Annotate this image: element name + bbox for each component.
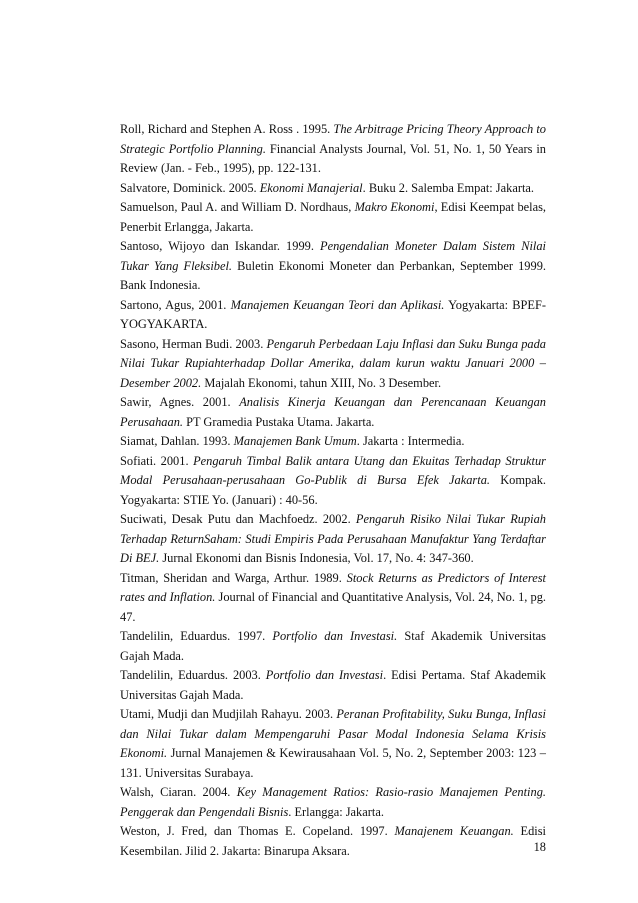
reference-entry <box>120 393 546 432</box>
reference-authors-year: Siamat, Dahlan. 1993. <box>120 434 234 448</box>
reference-publication: . Erlangga: Jakarta. <box>288 804 384 819</box>
reference-title: Pengaruh Risiko Nilai Tukar Rupiah Terhadap ReturnSaham: Studi Empiris Pada Perusahaan Manufaktur Yang Terdaftar Di BEJ. <box>120 512 546 565</box>
reference-title: Key Management Ratios: Rasio-rasio Manajemen Penting. Penggerak dan Pengendali Bisnis <box>120 785 546 819</box>
reference-entry <box>120 822 546 861</box>
reference-title: Portfolio dan Investasi. <box>272 629 398 643</box>
reference-title: Pengaruh Perbedaan Laju Inflasi dan Suku Bunga pada Nilai Tukar Rupiahterhadap Dollar Amerika, dalam kurun waktu Januari 2000 – Desember 2002. <box>120 336 546 390</box>
reference-title: Peranan Profitability, Suku Bunga, Inflasi dan Nilai Tukar dalam Mempengaruhi Pasar Modal Indonesia Selama Krisis Ekonomi. <box>120 707 546 760</box>
reference-title: The Arbitrage Pricing Theory Approach to Strategic Portfolio Planning. <box>120 122 546 156</box>
reference-authors-year: Titman, Sheridan and Warga, Arthur. 1989. <box>120 570 347 585</box>
reference-title: Pengaruh Timbal Balik antara Utang dan Ekuitas Terhadap Struktur Modal Perusahaan-perusahaan Go-Publik di Bursa Efek Jakarta. <box>120 453 546 487</box>
reference-authors-year: Roll, Richard and Stephen A. Ross . 1995. <box>120 122 334 136</box>
reference-publication: Financial Analysts Journal, Vol. 51, No. 1, 50 Years in Review (Jan. - Feb., 1995), pp. 122-131. <box>120 141 546 175</box>
reference-publication: Buletin Ekonomi Moneter dan Perbankan, September 1999. Bank Indonesia. <box>120 258 546 292</box>
reference-publication: Yogyakarta: BPEF-YOGYAKARTA. <box>120 297 546 331</box>
reference-publication: Jurnal Ekonomi dan Bisnis Indonesia, Vol. 17, No. 4: 347-360. <box>159 551 474 565</box>
reference-entry <box>120 783 546 822</box>
page-number: 18 <box>533 840 546 854</box>
reference-entry <box>120 237 546 296</box>
reference-authors-year: Weston, J. Fred, dan Thomas E. Copeland. 1997. <box>120 824 395 838</box>
reference-authors-year: Santoso, Wijoyo dan Iskandar. 1999. <box>120 239 321 253</box>
reference-publication: Staf Akademik Universitas Gajah Mada. <box>120 629 546 663</box>
reference-publication: PT Gramedia Pustaka Utama. Jakarta. <box>182 414 375 429</box>
reference-entry <box>120 510 546 569</box>
reference-entry <box>120 666 546 705</box>
reference-entry <box>120 705 546 783</box>
reference-title: Manajemen Keuangan Teori dan Aplikasi. <box>230 297 445 312</box>
reference-title: Manajenem Keuangan. <box>394 824 514 838</box>
reference-title: Pengendalian Moneter Dalam Sistem Nilai Tukar Yang Fleksibel. <box>120 239 546 273</box>
reference-authors-year: Sofiati. 2001. <box>120 453 194 468</box>
reference-authors-year: Sartono, Agus, 2001. <box>120 297 231 312</box>
reference-publication: Jurnal Manajemen & Kewirausahaan Vol. 5, No. 2, September 2003: 123 – 131. Universitas Surabaya. <box>120 746 546 780</box>
reference-title: Manajemen Bank Umum <box>233 434 357 448</box>
reference-title: Analisis Kinerja Keuangan dan Perencanaan Keuangan Perusahaan. <box>120 395 546 429</box>
reference-publication: Majalah Ekonomi, tahun XIII, No. 3 Desember. <box>201 375 442 390</box>
reference-publication: . Jakarta : Intermedia. <box>356 434 465 448</box>
reference-title: Stock Returns as Predictors of Interest rates and Inflation. <box>120 570 546 604</box>
reference-entry <box>120 432 546 452</box>
reference-authors-year: Tandelilin, Eduardus. 1997. <box>120 629 273 643</box>
reference-authors-year: Walsh, Ciaran. 2004. <box>120 785 237 799</box>
reference-entry <box>120 179 546 199</box>
reference-entry <box>120 569 546 628</box>
reference-entry <box>120 120 546 179</box>
reference-authors-year: Suciwati, Desak Putu dan Machfoedz. 2002. <box>120 512 356 526</box>
reference-authors-year: Sasono, Herman Budi. 2003. <box>120 336 267 351</box>
reference-publication: Kompak. Yogyakarta: STIE Yo. (Januari) : 40-56. <box>120 473 546 507</box>
reference-title: Ekonomi Manajerial <box>259 180 363 195</box>
reference-authors-year: Utami, Mudji dan Mudjilah Rahayu. 2003. <box>120 707 337 721</box>
reference-publication: . Buku 2. Salemba Empat: Jakarta. <box>362 180 534 195</box>
reference-publication: , Edisi Keempat belas, Penerbit Erlangga, Jakarta. <box>120 200 546 234</box>
reference-publication: Edisi Kesembilan. Jilid 2. Jakarta: Binarupa Aksara. <box>120 824 546 858</box>
reference-entry <box>120 452 546 511</box>
reference-title: Portfolio dan Investasi <box>265 668 384 682</box>
reference-entry <box>120 198 546 237</box>
reference-publication: Journal of Financial and Quantitative Analysis, Vol. 24, No. 1, pg. 47. <box>120 590 546 624</box>
reference-title: Makro Ekonomi <box>354 200 435 214</box>
reference-authors-year: Salvatore, Dominick. 2005. <box>120 180 260 195</box>
reference-list <box>120 120 546 861</box>
reference-authors-year: Tandelilin, Eduardus. 2003. <box>120 668 266 682</box>
reference-entry <box>120 296 546 335</box>
reference-entry <box>120 627 546 666</box>
reference-authors-year: Sawir, Agnes. 2001. <box>120 395 240 409</box>
reference-entry <box>120 335 546 394</box>
reference-authors-year: Samuelson, Paul A. and William D. Nordhaus, <box>120 200 355 214</box>
reference-publication: . Edisi Pertama. Staf Akademik Universitas Gajah Mada. <box>120 668 547 702</box>
